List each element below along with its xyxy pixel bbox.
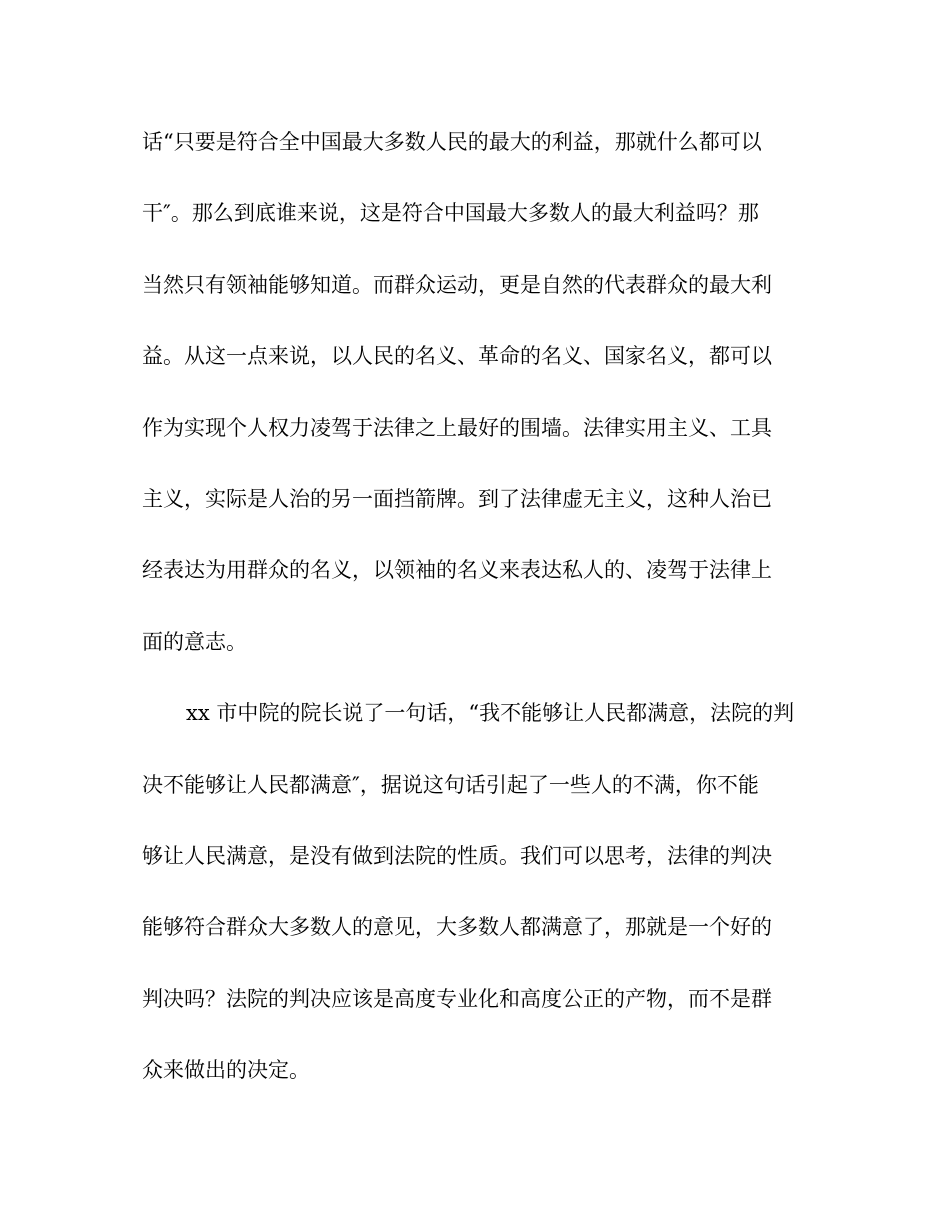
text-line: 作为实现个人权力凌驾于法律之上最好的围墙。法律实用主义、工具 [142,415,772,440]
text-line: 众来做出的决定。 [142,1058,310,1083]
text-line: xx 市中院的院长说了一句话，“我不能够让人民都满意，法院的判 [186,701,795,726]
document-body [142,120,822,1119]
text-line: 当然只有领袖能够知道。而群众运动，更是自然的代表群众的最大利 [142,272,772,297]
text-line: 话“只要是符合全中国最大多数人民的最大的利益，那就什么都可以 [142,130,762,154]
text-line: 面的意志。 [142,629,247,654]
text-line: 判决吗？法院的判决应该是高度专业化和高度公正的产物，而不是群 [142,986,772,1011]
text-line: 干″。那么到底谁来说，这是符合中国最大多数人的最大利益吗？那 [142,201,759,226]
paragraph-court-president [142,691,822,1119]
text-line: 能够符合群众大多数人的意见，大多数人都满意了，那就是一个好的 [142,915,772,940]
text-line: 益。从这一点来说，以人民的名义、革命的名义、国家名义，都可以 [142,344,772,369]
text-line: 经表达为用群众的名义，以领袖的名义来表达私人的、凌驾于法律上 [142,558,772,583]
text-line: 主义，实际是人治的另一面挡箭牌。到了法律虚无主义，这种人治已 [142,486,772,511]
text-line: 决不能够让人民都满意″，据说这句话引起了一些人的不满，你不能 [142,772,759,797]
text-line: 够让人民满意，是没有做到法院的性质。我们可以思考，法律的判决 [142,843,772,868]
paragraph-continuation [142,120,822,691]
